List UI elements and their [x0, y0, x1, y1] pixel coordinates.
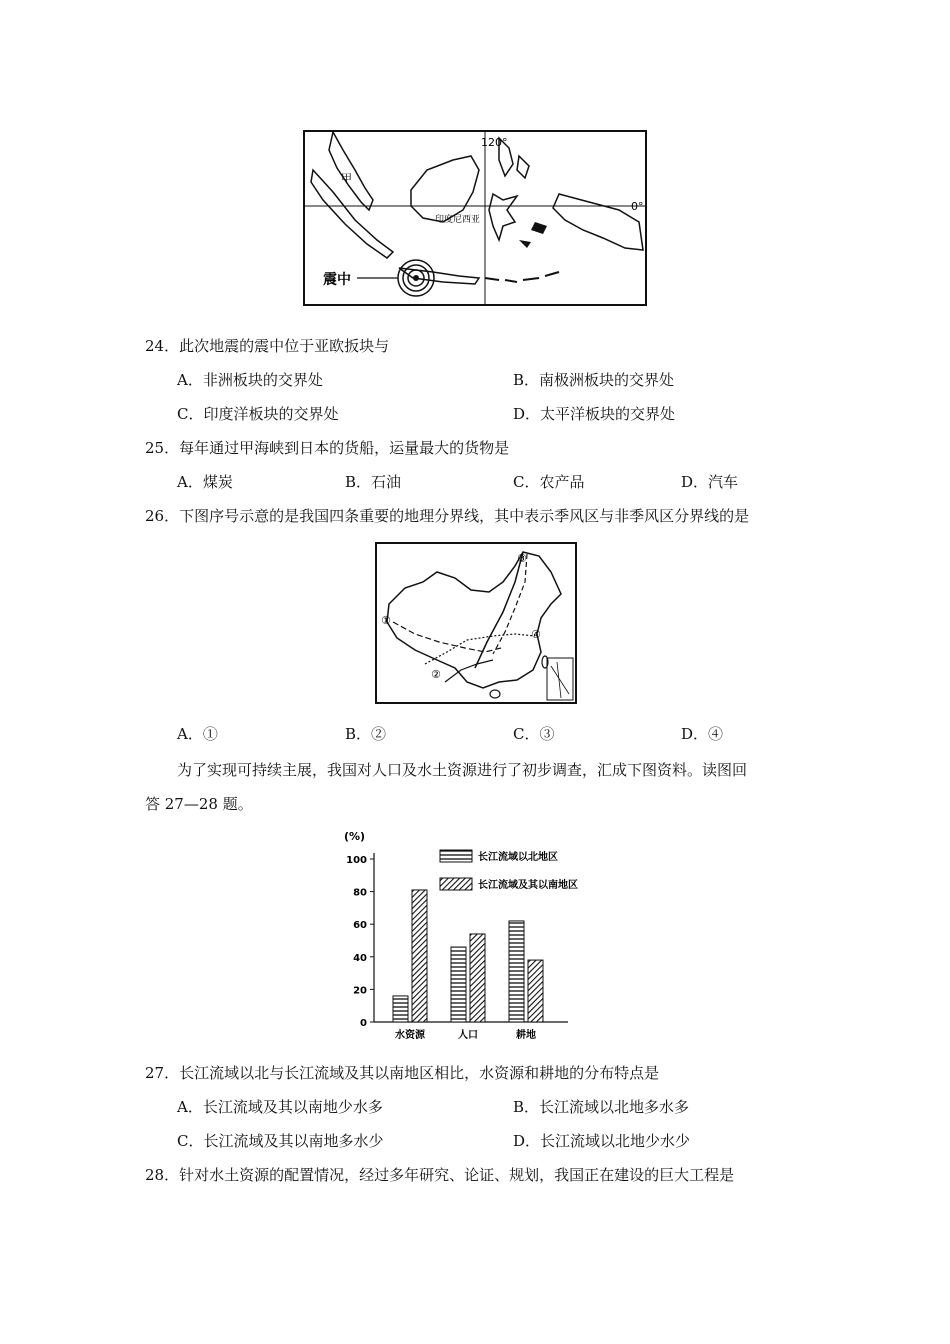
map-frame — [376, 543, 576, 703]
y-tick-label: 20 — [353, 985, 367, 997]
q27-stem: 27．长江流域以北与长江流域及其以南地区相比，水资源和耕地的分布特点是 — [145, 1064, 660, 1082]
q25-option-d[interactable]: D．汽车 — [681, 473, 739, 491]
bar-south-1 — [412, 890, 427, 1022]
y-tick-label: 60 — [353, 920, 367, 932]
intro-line-1: 为了实现可持续主展，我国对人口及水土资源进行了初步调查，汇成下图资料。读图回 — [177, 761, 748, 779]
y-tick-label: 0 — [360, 1018, 367, 1029]
southeast-asia-map — [303, 130, 647, 306]
bar-north-1 — [393, 996, 408, 1022]
q25-option-b[interactable]: B．石油 — [345, 473, 402, 491]
bar-north-3 — [509, 921, 524, 1022]
q26-option-c[interactable]: C．③ — [513, 725, 555, 743]
q26-stem: 26．下图序号示意的是我国四条重要的地理分界线，其中表示季风区与非季风区分界线的是 — [145, 507, 750, 525]
legend-swatch-2 — [440, 878, 472, 890]
intro-line-2: 答 27—28 题。 — [145, 795, 253, 813]
q24-option-b[interactable]: B．南极洲板块的交界处 — [513, 371, 675, 389]
resource-bar-chart — [330, 826, 620, 1048]
q24-option-c[interactable]: C．印度洋板块的交界处 — [177, 405, 339, 423]
q25-option-a[interactable]: A．煤炭 — [177, 473, 233, 491]
marker-4: ④ — [531, 628, 541, 641]
q27-option-a[interactable]: A．长江流域及其以南地少水多 — [177, 1098, 383, 1116]
q26-option-a[interactable]: A．① — [177, 725, 218, 743]
q25-option-c[interactable]: C．农产品 — [513, 473, 585, 491]
q27-option-c[interactable]: C．长江流域及其以南地多水少 — [177, 1132, 384, 1150]
x-category-label: 耕地 — [516, 1030, 536, 1041]
epicenter-label: 震中 — [323, 272, 351, 288]
bar-south-2 — [470, 934, 485, 1022]
q24-option-d[interactable]: D．太平洋板块的交界处 — [513, 405, 676, 423]
q25-stem: 25．每年通过甲海峡到日本的货船，运量最大的货物是 — [145, 439, 510, 457]
bar-north-2 — [451, 947, 466, 1022]
q28-stem: 28．针对水土资源的配置情况，经过多年研究、论证、规划，我国正在建设的巨大工程是 — [145, 1166, 735, 1184]
q27-option-d[interactable]: D．长江流域以北地少水少 — [513, 1132, 691, 1150]
marker-3: ③ — [517, 552, 527, 565]
latitude-label: 0° — [631, 200, 644, 213]
legend-swatch-1 — [440, 850, 472, 862]
sea-label: 印度尼西亚 — [435, 215, 481, 225]
q26-option-b[interactable]: B．② — [345, 725, 387, 743]
q24-stem: 24．此次地震的震中位于亚欧扳块与 — [145, 337, 390, 355]
legend-label-1: 长江流域以北地区 — [478, 852, 558, 863]
legend-label-2: 长江流域及其以南地区 — [478, 880, 578, 891]
marker-2: ② — [431, 668, 441, 681]
q27-option-b[interactable]: B．长江流域以北地多水多 — [513, 1098, 690, 1116]
strait-label: 甲 — [341, 172, 352, 185]
x-category-label: 水资源 — [395, 1030, 425, 1041]
x-category-label: 人口 — [458, 1030, 478, 1041]
y-tick-label: 80 — [353, 887, 367, 899]
y-tick-label: 100 — [346, 855, 367, 866]
q24-option-a[interactable]: A．非洲板块的交界处 — [177, 371, 323, 389]
china-boundary-map — [375, 542, 577, 704]
q26-option-d[interactable]: D．④ — [681, 725, 724, 743]
marker-1: ① — [381, 614, 391, 627]
longitude-label: 120° — [481, 136, 508, 149]
epicenter-marker — [398, 260, 434, 296]
y-axis-unit-label: (%) — [344, 830, 366, 843]
bar-south-3 — [528, 960, 543, 1022]
y-tick-label: 40 — [353, 952, 367, 964]
